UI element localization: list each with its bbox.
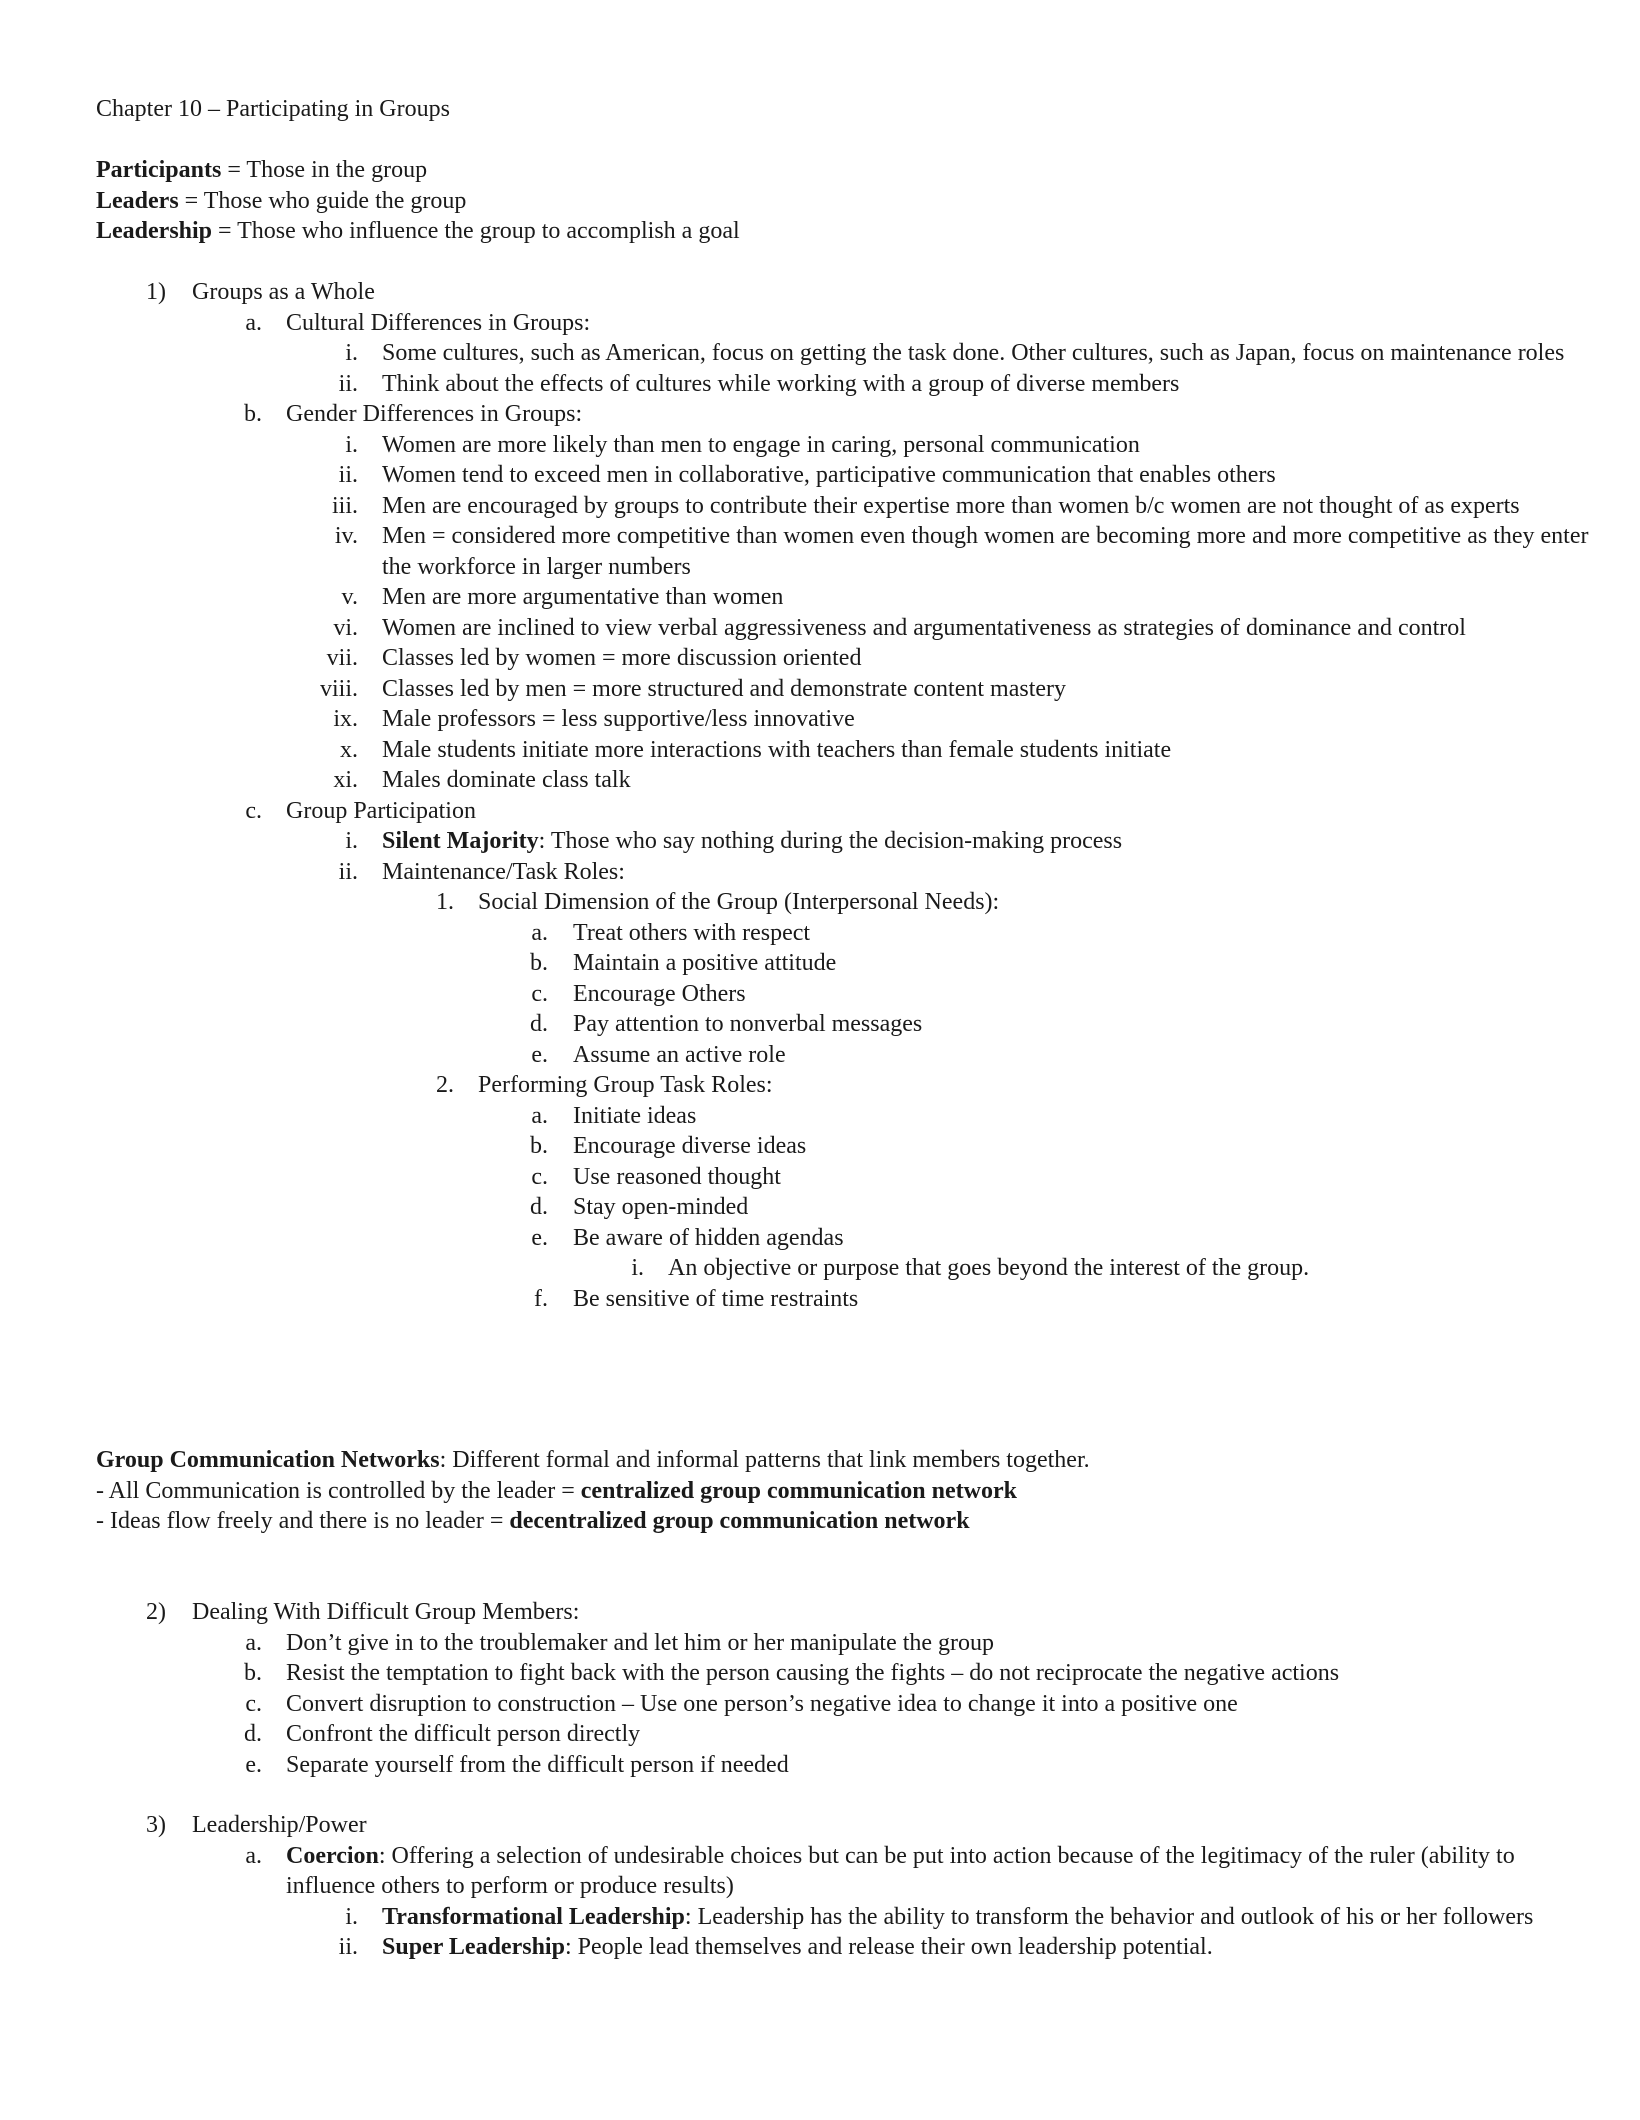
outline-number: iv. [334, 523, 358, 549]
section-difficult-members [96, 1597, 1540, 1780]
outline-number: a. [245, 1629, 262, 1656]
list-item-text: Men are encouraged by groups to contribute their expertise more than women b/c women are not thought of as experts [382, 492, 1520, 519]
page-title: Chapter 10 – Participating in Groups [96, 96, 450, 122]
definition-text: = Those who influence the group to accomplish a goal [212, 218, 740, 244]
section-heading: Leadership/Power [192, 1812, 367, 1838]
subsection-heading: Gender Differences in Groups: [286, 401, 583, 427]
outline-item [96, 308, 1540, 339]
outline-number: 2) [146, 1599, 166, 1625]
list-item-text: Stay open-minded [573, 1194, 749, 1220]
list-item [96, 1253, 1540, 1284]
list-item [96, 735, 1540, 766]
term-definition: : Different formal and informal patterns that link members together. [439, 1447, 1090, 1473]
section-heading: Dealing With Difficult Group Members: [192, 1599, 580, 1625]
list-item-text: Think about the effects of cultures while working with a group of diverse members [382, 370, 1180, 397]
outline-number: i. [345, 340, 358, 366]
list-item [96, 1628, 1540, 1659]
list-item-text: Classes led by women = more discussion oriented [382, 645, 862, 671]
list-item [96, 1689, 1540, 1720]
outline-number: 2. [436, 1072, 454, 1098]
networks-definition [96, 1445, 1540, 1476]
list-item-text: Male students initiate more interactions with teachers than female students initiate [382, 736, 1172, 763]
outline-number: b. [530, 950, 548, 976]
document-header [96, 94, 1540, 125]
definition-leadership [96, 216, 1540, 247]
outline-number: ii. [338, 370, 358, 397]
list-item-text: Women are inclined to view verbal aggressiveness and argumentativeness as strategies of dominance and control [382, 614, 1466, 641]
term-definition: : Offering a selection of undesirable choices but can be put into action because of the legitimacy of the ruler (ability to influence others to perform or produce results) [286, 1842, 1515, 1899]
list-item [96, 1841, 1540, 1902]
list-item [96, 1902, 1540, 1933]
list-item-text: Use reasoned thought [573, 1163, 781, 1190]
outline-item [96, 1070, 1540, 1101]
list-item-text: Encourage Others [573, 980, 746, 1007]
definition-text: = Those who guide the group [178, 187, 467, 214]
outline-number: viii. [319, 675, 358, 702]
outline-number: c. [245, 1690, 262, 1717]
list-item [96, 918, 1540, 949]
list-item [96, 1658, 1540, 1689]
list-item [96, 1192, 1540, 1223]
outline-number: b. [244, 1660, 262, 1686]
list-item [96, 765, 1540, 796]
list-item [96, 1719, 1540, 1750]
list-item [96, 1131, 1540, 1162]
list-item-text: Encourage diverse ideas [573, 1133, 807, 1159]
list-item [96, 521, 1589, 582]
list-item [96, 1932, 1540, 1963]
outline-number: vi. [333, 614, 358, 641]
term-definition: : Leadership has the ability to transform the behavior and outlook of his or her followers [684, 1903, 1534, 1930]
outline-item [96, 796, 1540, 827]
outline-number: iii. [331, 492, 358, 519]
outline-number: a. [245, 1842, 262, 1869]
outline-number: x. [340, 736, 358, 763]
outline-number: e. [245, 1751, 262, 1778]
network-type: decentralized group communication network [509, 1508, 970, 1534]
list-item-text [382, 1902, 1622, 1933]
list-item-text: Separate yourself from the difficult person if needed [286, 1751, 789, 1778]
list-item [96, 1101, 1540, 1132]
term-definition: : Those who say nothing during the decision-making process [538, 828, 1123, 854]
network-description: - Ideas flow freely and there is no leader = [96, 1508, 510, 1534]
outline-number: i. [345, 431, 358, 458]
outline-number: d. [244, 1721, 262, 1747]
outline-number: 1) [146, 279, 166, 305]
list-item [96, 1284, 1540, 1315]
outline-number: a. [531, 919, 548, 946]
list-item-text: Men are more argumentative than women [382, 584, 784, 610]
outline-item [96, 277, 1540, 308]
list-item-text: Performing Group Task Roles: [478, 1072, 773, 1098]
list-item-text: Men = considered more competitive than women even though women are becoming more and more competitive as they enter the workforce in larger numbers [382, 523, 1589, 580]
section-leadership-power [96, 1810, 1540, 1963]
list-item-text: Treat others with respect [573, 919, 811, 946]
outline-number: d. [530, 1194, 548, 1220]
outline-number: 1. [436, 889, 454, 915]
outline-number: a. [245, 309, 262, 336]
outline-number: ix. [333, 706, 358, 732]
outline-item [96, 399, 1540, 430]
list-item-text: Convert disruption to construction – Use one person’s negative idea to change it into a positive one [286, 1690, 1238, 1717]
list-item [96, 826, 1540, 857]
outline-number: d. [530, 1011, 548, 1037]
list-item [96, 369, 1540, 400]
networks-decentralized [96, 1506, 1540, 1537]
outline-number: i. [631, 1255, 644, 1281]
list-item-text: An objective or purpose that goes beyond the interest of the group. [668, 1255, 1310, 1281]
networks-centralized [96, 1476, 1540, 1507]
list-item [96, 674, 1540, 705]
list-item-text: Be sensitive of time restraints [573, 1285, 859, 1312]
network-type: centralized group communication network [580, 1477, 1017, 1504]
list-item-text: Pay attention to nonverbal messages [573, 1011, 923, 1037]
list-item-text: Women are more likely than men to engage in caring, personal communication [382, 431, 1140, 458]
list-item-text: Be aware of hidden agendas [573, 1224, 844, 1251]
list-item [96, 948, 1540, 979]
definition-leaders [96, 186, 1540, 217]
outline-number: c. [531, 1163, 548, 1190]
list-item [96, 338, 1565, 369]
term-silent-majority: Silent Majority [382, 828, 539, 854]
term-group-communication-networks: Group Communication Networks [96, 1447, 440, 1473]
list-item-text: Maintenance/Task Roles: [382, 858, 625, 885]
list-item-text: Classes led by men = more structured and demonstrate content mastery [382, 675, 1067, 702]
list-item-text: Don’t give in to the troublemaker and let him or her manipulate the group [286, 1629, 995, 1656]
outline-item [96, 887, 1540, 918]
term-definition: : People lead themselves and release their own leadership potential. [564, 1934, 1213, 1960]
definition-term: Participants [96, 157, 222, 183]
section-heading: Groups as a Whole [192, 279, 375, 305]
list-item [96, 979, 1540, 1010]
list-item [96, 430, 1540, 461]
outline-number: f. [534, 1285, 548, 1312]
communication-networks [96, 1445, 1540, 1537]
outline-number: xi. [333, 767, 358, 793]
outline-number: ii. [338, 462, 358, 488]
list-item-text: Women tend to exceed men in collaborative, participative communication that enables others [382, 462, 1276, 488]
outline-item [96, 1810, 1540, 1841]
term-super-leadership: Super Leadership [382, 1934, 565, 1960]
list-item [96, 460, 1540, 491]
list-item [96, 643, 1540, 674]
outline-number: ii. [338, 858, 358, 885]
list-item [96, 1009, 1540, 1040]
definition-term: Leadership [96, 218, 213, 244]
outline-number: a. [531, 1102, 548, 1129]
list-item-text: Confront the difficult person directly [286, 1721, 641, 1747]
list-item-text: Male professors = less supportive/less innovative [382, 706, 855, 732]
list-item-text: Some cultures, such as American, focus on getting the task done. Other cultures, such as Japan, focus on maintenance roles [382, 340, 1565, 366]
outline-number: i. [345, 1903, 358, 1930]
outline-number: ii. [338, 1934, 358, 1960]
list-item [96, 491, 1540, 522]
list-item-text: Initiate ideas [573, 1102, 697, 1129]
outline-number: c. [531, 980, 548, 1007]
list-item [96, 857, 1540, 888]
definitions [96, 155, 1540, 247]
list-item [96, 582, 1540, 613]
list-item [96, 1162, 1540, 1193]
list-item [96, 1750, 1540, 1781]
list-item-text: Assume an active role [573, 1041, 786, 1068]
outline-number: e. [531, 1224, 548, 1251]
definition-participants [96, 155, 1540, 186]
list-item [96, 613, 1540, 644]
definition-term: Leaders [96, 187, 179, 214]
outline-item [96, 1597, 1540, 1628]
list-item-text [382, 1932, 1622, 1963]
subsection-heading: Cultural Differences in Groups: [286, 309, 591, 336]
list-item-text: Males dominate class talk [382, 767, 631, 793]
outline-number: i. [345, 828, 358, 854]
outline-number: 3) [146, 1812, 166, 1838]
outline-number: b. [530, 1133, 548, 1159]
term-transformational-leadership: Transformational Leadership [382, 1903, 685, 1930]
list-item-text: Social Dimension of the Group (Interpersonal Needs): [478, 889, 1000, 915]
list-item-text: Maintain a positive attitude [573, 950, 837, 976]
outline-number: c. [245, 797, 262, 824]
list-item-text: Resist the temptation to fight back with the person causing the fights – do not reciprocate the negative actions [286, 1660, 1340, 1686]
outline-number: v. [341, 584, 358, 610]
outline-number: vii. [326, 645, 358, 671]
list-item-text [382, 826, 1622, 857]
term-coercion: Coercion [286, 1842, 379, 1869]
subsection-heading: Group Participation [286, 797, 476, 824]
outline-number: e. [531, 1041, 548, 1068]
list-item [96, 704, 1540, 735]
list-item [96, 1223, 1540, 1254]
outline-number: b. [244, 401, 262, 427]
section-groups-as-whole [96, 277, 1589, 1314]
network-description: - All Communication is controlled by the leader = [96, 1477, 581, 1504]
definition-text: = Those in the group [221, 157, 428, 183]
list-item [96, 1040, 1540, 1071]
list-item-text [286, 1841, 1536, 1902]
